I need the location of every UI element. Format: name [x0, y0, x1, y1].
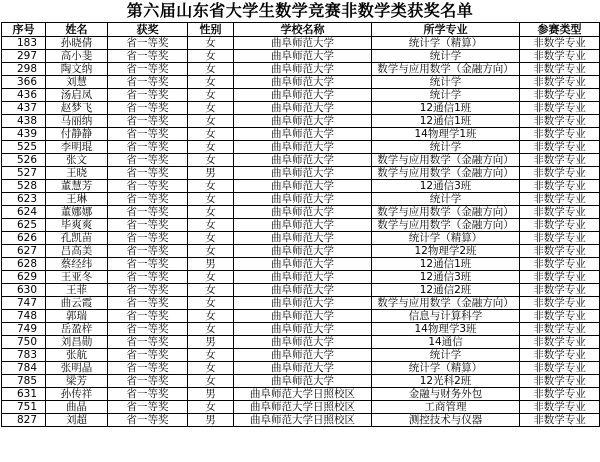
cell-type: 非数学专业: [520, 284, 600, 297]
award-table: [1, 22, 600, 427]
cell-name: 梁芳: [46, 375, 108, 388]
cell-major: 统计学: [372, 50, 520, 63]
table-row: [2, 154, 600, 167]
cell-name: 王菲: [46, 284, 108, 297]
cell-name: 陶文纳: [46, 63, 108, 76]
cell-gender: 男: [188, 388, 234, 401]
cell-name: 马丽纳: [46, 115, 108, 128]
cell-name: 蔡经纬: [46, 258, 108, 271]
cell-name: 曲晶: [46, 401, 108, 414]
cell-school: 曲阜师范大学: [234, 115, 372, 128]
cell-type: 非数学专业: [520, 388, 600, 401]
cell-id: 439: [2, 128, 46, 141]
cell-award: 省一等奖: [108, 349, 188, 362]
cell-type: 非数学专业: [520, 89, 600, 102]
table-row: [2, 219, 600, 232]
cell-school: 曲阜师范大学: [234, 349, 372, 362]
cell-award: 省一等奖: [108, 63, 188, 76]
cell-major: 测控技术与仪器: [372, 414, 520, 427]
table-row: [2, 141, 600, 154]
cell-id: 629: [2, 271, 46, 284]
cell-name: 郭瑞: [46, 310, 108, 323]
cell-type: 非数学专业: [520, 310, 600, 323]
cell-id: 783: [2, 349, 46, 362]
cell-award: 省一等奖: [108, 388, 188, 401]
cell-name: 刘慧: [46, 76, 108, 89]
cell-school: 曲阜师范大学: [234, 180, 372, 193]
cell-type: 非数学专业: [520, 63, 600, 76]
cell-type: 非数学专业: [520, 76, 600, 89]
header-school: 学校名称: [234, 23, 372, 37]
cell-gender: 女: [188, 323, 234, 336]
cell-name: 孙传祥: [46, 388, 108, 401]
cell-gender: 女: [188, 37, 234, 50]
cell-school: 曲阜师范大学: [234, 76, 372, 89]
cell-gender: 女: [188, 141, 234, 154]
cell-award: 省一等奖: [108, 297, 188, 310]
cell-award: 省一等奖: [108, 76, 188, 89]
cell-type: 非数学专业: [520, 271, 600, 284]
table-row: [2, 89, 600, 102]
cell-name: 王琳: [46, 193, 108, 206]
cell-name: 董娜娜: [46, 206, 108, 219]
cell-id: 751: [2, 401, 46, 414]
cell-award: 省一等奖: [108, 141, 188, 154]
cell-award: 省一等奖: [108, 37, 188, 50]
cell-name: 付静静: [46, 128, 108, 141]
cell-school: 曲阜师范大学: [234, 245, 372, 258]
cell-id: 183: [2, 37, 46, 50]
cell-name: 毕爽爽: [46, 219, 108, 232]
table-row: [2, 271, 600, 284]
cell-school: 曲阜师范大学: [234, 128, 372, 141]
cell-major: 信息与计算科学: [372, 310, 520, 323]
cell-gender: 男: [188, 414, 234, 427]
cell-school: 曲阜师范大学: [234, 310, 372, 323]
cell-type: 非数学专业: [520, 102, 600, 115]
cell-type: 非数学专业: [520, 297, 600, 310]
cell-id: 438: [2, 115, 46, 128]
cell-gender: 女: [188, 115, 234, 128]
cell-gender: 女: [188, 193, 234, 206]
cell-award: 省一等奖: [108, 414, 188, 427]
cell-major: 数学与应用数学（金融方向）: [372, 297, 520, 310]
cell-name: 张明晶: [46, 362, 108, 375]
cell-award: 省一等奖: [108, 128, 188, 141]
cell-award: 省一等奖: [108, 154, 188, 167]
cell-type: 非数学专业: [520, 37, 600, 50]
cell-id: 623: [2, 193, 46, 206]
cell-id: 526: [2, 154, 46, 167]
cell-school: 曲阜师范大学: [234, 297, 372, 310]
cell-type: 非数学专业: [520, 362, 600, 375]
cell-major: 12通信1班: [372, 258, 520, 271]
table-row: [2, 362, 600, 375]
cell-major: 统计学（精算）: [372, 37, 520, 50]
cell-type: 非数学专业: [520, 115, 600, 128]
cell-gender: 女: [188, 128, 234, 141]
cell-award: 省一等奖: [108, 362, 188, 375]
cell-award: 省一等奖: [108, 89, 188, 102]
cell-award: 省一等奖: [108, 375, 188, 388]
cell-major: 统计学（精算）: [372, 362, 520, 375]
cell-school: 曲阜师范大学: [234, 206, 372, 219]
table-row: [2, 284, 600, 297]
cell-gender: 女: [188, 76, 234, 89]
cell-type: 非数学专业: [520, 206, 600, 219]
cell-major: 12光科2班: [372, 375, 520, 388]
cell-school: 曲阜师范大学日照校区: [234, 414, 372, 427]
cell-name: 刘超: [46, 414, 108, 427]
cell-id: 297: [2, 50, 46, 63]
cell-gender: 女: [188, 232, 234, 245]
cell-major: 统计学: [372, 141, 520, 154]
table-row: [2, 37, 600, 50]
cell-gender: 女: [188, 245, 234, 258]
cell-major: 工商管理: [372, 401, 520, 414]
cell-name: 李明琨: [46, 141, 108, 154]
cell-name: 董慧芳: [46, 180, 108, 193]
cell-school: 曲阜师范大学: [234, 167, 372, 180]
cell-school: 曲阜师范大学: [234, 258, 372, 271]
cell-id: 631: [2, 388, 46, 401]
table-row: [2, 349, 600, 362]
cell-school: 曲阜师范大学: [234, 63, 372, 76]
cell-type: 非数学专业: [520, 323, 600, 336]
cell-award: 省一等奖: [108, 180, 188, 193]
table-row: [2, 180, 600, 193]
cell-major: 数学与应用数学（金融方向）: [372, 219, 520, 232]
cell-gender: 女: [188, 284, 234, 297]
cell-type: 非数学专业: [520, 154, 600, 167]
cell-type: 非数学专业: [520, 141, 600, 154]
table-body: [2, 37, 600, 427]
cell-type: 非数学专业: [520, 336, 600, 349]
cell-school: 曲阜师范大学: [234, 37, 372, 50]
cell-gender: 男: [188, 258, 234, 271]
cell-school: 曲阜师范大学日照校区: [234, 388, 372, 401]
cell-gender: 女: [188, 310, 234, 323]
cell-id: 785: [2, 375, 46, 388]
cell-type: 非数学专业: [520, 193, 600, 206]
cell-type: 非数学专业: [520, 258, 600, 271]
cell-gender: 女: [188, 401, 234, 414]
cell-id: 436: [2, 89, 46, 102]
header-name: 姓名: [46, 23, 108, 37]
cell-school: 曲阜师范大学: [234, 232, 372, 245]
cell-name: 张航: [46, 349, 108, 362]
cell-major: 14物理学3班: [372, 323, 520, 336]
cell-id: 628: [2, 258, 46, 271]
header-gender: 性别: [188, 23, 234, 37]
cell-major: 14物理学1班: [372, 128, 520, 141]
cell-major: 12通信1班: [372, 102, 520, 115]
cell-school: 曲阜师范大学: [234, 336, 372, 349]
cell-type: 非数学专业: [520, 219, 600, 232]
table-row: [2, 258, 600, 271]
cell-school: 曲阜师范大学: [234, 219, 372, 232]
header-major: 所学专业: [372, 23, 520, 37]
cell-school: 曲阜师范大学: [234, 375, 372, 388]
cell-major: 统计学（精算）: [372, 232, 520, 245]
cell-type: 非数学专业: [520, 180, 600, 193]
cell-school: 曲阜师范大学: [234, 50, 372, 63]
cell-major: 12通信3班: [372, 271, 520, 284]
cell-id: 437: [2, 102, 46, 115]
cell-gender: 女: [188, 154, 234, 167]
cell-type: 非数学专业: [520, 414, 600, 427]
cell-gender: 女: [188, 271, 234, 284]
cell-gender: 男: [188, 336, 234, 349]
cell-name: 孔凯苗: [46, 232, 108, 245]
cell-award: 省一等奖: [108, 193, 188, 206]
cell-name: 高小斐: [46, 50, 108, 63]
table-row: [2, 193, 600, 206]
table-row: [2, 232, 600, 245]
cell-id: 525: [2, 141, 46, 154]
cell-id: 827: [2, 414, 46, 427]
cell-gender: 女: [188, 89, 234, 102]
cell-type: 非数学专业: [520, 401, 600, 414]
table-row: [2, 375, 600, 388]
cell-id: 630: [2, 284, 46, 297]
cell-id: 626: [2, 232, 46, 245]
table-row: [2, 115, 600, 128]
cell-id: 528: [2, 180, 46, 193]
cell-award: 省一等奖: [108, 284, 188, 297]
cell-major: 统计学: [372, 193, 520, 206]
cell-major: 12物理学2班: [372, 245, 520, 258]
table-row: [2, 414, 600, 427]
cell-award: 省一等奖: [108, 336, 188, 349]
cell-type: 非数学专业: [520, 245, 600, 258]
cell-award: 省一等奖: [108, 206, 188, 219]
cell-award: 省一等奖: [108, 232, 188, 245]
cell-type: 非数学专业: [520, 128, 600, 141]
table-row: [2, 102, 600, 115]
cell-name: 王晓: [46, 167, 108, 180]
table-row: [2, 388, 600, 401]
cell-gender: 女: [188, 206, 234, 219]
cell-major: 12通信1班: [372, 115, 520, 128]
cell-award: 省一等奖: [108, 323, 188, 336]
cell-major: 14通信: [372, 336, 520, 349]
cell-gender: 男: [188, 167, 234, 180]
cell-award: 省一等奖: [108, 219, 188, 232]
table-row: [2, 50, 600, 63]
cell-gender: 女: [188, 63, 234, 76]
table-row: [2, 336, 600, 349]
table-row: [2, 128, 600, 141]
cell-major: 数学与应用数学（金融方向）: [372, 206, 520, 219]
cell-type: 非数学专业: [520, 349, 600, 362]
cell-major: 统计学: [372, 89, 520, 102]
cell-id: 298: [2, 63, 46, 76]
cell-id: 527: [2, 167, 46, 180]
cell-gender: 女: [188, 180, 234, 193]
table-row: [2, 245, 600, 258]
table-row: [2, 206, 600, 219]
table-row: [2, 167, 600, 180]
cell-type: 非数学专业: [520, 232, 600, 245]
cell-name: 曲云霞: [46, 297, 108, 310]
cell-award: 省一等奖: [108, 167, 188, 180]
header-id: 序号: [2, 23, 46, 37]
cell-name: 汤启凤: [46, 89, 108, 102]
cell-major: 统计学: [372, 76, 520, 89]
cell-id: 627: [2, 245, 46, 258]
cell-name: 吕高美: [46, 245, 108, 258]
cell-name: 孙晓倩: [46, 37, 108, 50]
cell-award: 省一等奖: [108, 271, 188, 284]
table-header-row: [2, 23, 600, 37]
cell-gender: 女: [188, 219, 234, 232]
cell-award: 省一等奖: [108, 50, 188, 63]
cell-id: 625: [2, 219, 46, 232]
cell-school: 曲阜师范大学: [234, 284, 372, 297]
cell-name: 岳盈梓: [46, 323, 108, 336]
table-row: [2, 76, 600, 89]
cell-school: 曲阜师范大学: [234, 271, 372, 284]
table-row: [2, 310, 600, 323]
cell-award: 省一等奖: [108, 115, 188, 128]
cell-name: 张文: [46, 154, 108, 167]
cell-id: 747: [2, 297, 46, 310]
cell-major: 金融与财务外包: [372, 388, 520, 401]
table-row: [2, 297, 600, 310]
cell-id: 366: [2, 76, 46, 89]
cell-award: 省一等奖: [108, 245, 188, 258]
header-type: 参赛类型: [520, 23, 600, 37]
cell-type: 非数学专业: [520, 375, 600, 388]
cell-gender: 女: [188, 375, 234, 388]
cell-major: 12通信3班: [372, 180, 520, 193]
cell-id: 749: [2, 323, 46, 336]
cell-gender: 女: [188, 50, 234, 63]
cell-school: 曲阜师范大学: [234, 141, 372, 154]
cell-school: 曲阜师范大学: [234, 102, 372, 115]
cell-gender: 女: [188, 362, 234, 375]
cell-name: 刘昌勋: [46, 336, 108, 349]
cell-type: 非数学专业: [520, 167, 600, 180]
cell-school: 曲阜师范大学: [234, 89, 372, 102]
cell-gender: 女: [188, 102, 234, 115]
cell-school: 曲阜师范大学: [234, 193, 372, 206]
cell-type: 非数学专业: [520, 50, 600, 63]
cell-name: 王亚冬: [46, 271, 108, 284]
cell-award: 省一等奖: [108, 258, 188, 271]
cell-major: 数学与应用数学（金融方向）: [372, 63, 520, 76]
table-row: [2, 323, 600, 336]
cell-major: 数学与应用数学（金融方向）: [372, 154, 520, 167]
cell-award: 省一等奖: [108, 102, 188, 115]
header-award: 获奖: [108, 23, 188, 37]
cell-school: 曲阜师范大学日照校区: [234, 401, 372, 414]
cell-id: 624: [2, 206, 46, 219]
cell-school: 曲阜师范大学: [234, 323, 372, 336]
cell-school: 曲阜师范大学: [234, 154, 372, 167]
cell-major: 统计学: [372, 349, 520, 362]
cell-gender: 女: [188, 349, 234, 362]
table-row: [2, 63, 600, 76]
cell-major: 数学与应用数学（金融方向）: [372, 167, 520, 180]
cell-id: 750: [2, 336, 46, 349]
cell-award: 省一等奖: [108, 310, 188, 323]
table-row: [2, 401, 600, 414]
page-title: 第六届山东省大学生数学竞赛非数学类获奖名单: [126, 1, 474, 20]
cell-id: 748: [2, 310, 46, 323]
cell-gender: 女: [188, 297, 234, 310]
cell-id: 784: [2, 362, 46, 375]
cell-school: 曲阜师范大学: [234, 362, 372, 375]
cell-award: 省一等奖: [108, 401, 188, 414]
cell-name: 赵梦飞: [46, 102, 108, 115]
cell-major: 12通信2班: [372, 284, 520, 297]
